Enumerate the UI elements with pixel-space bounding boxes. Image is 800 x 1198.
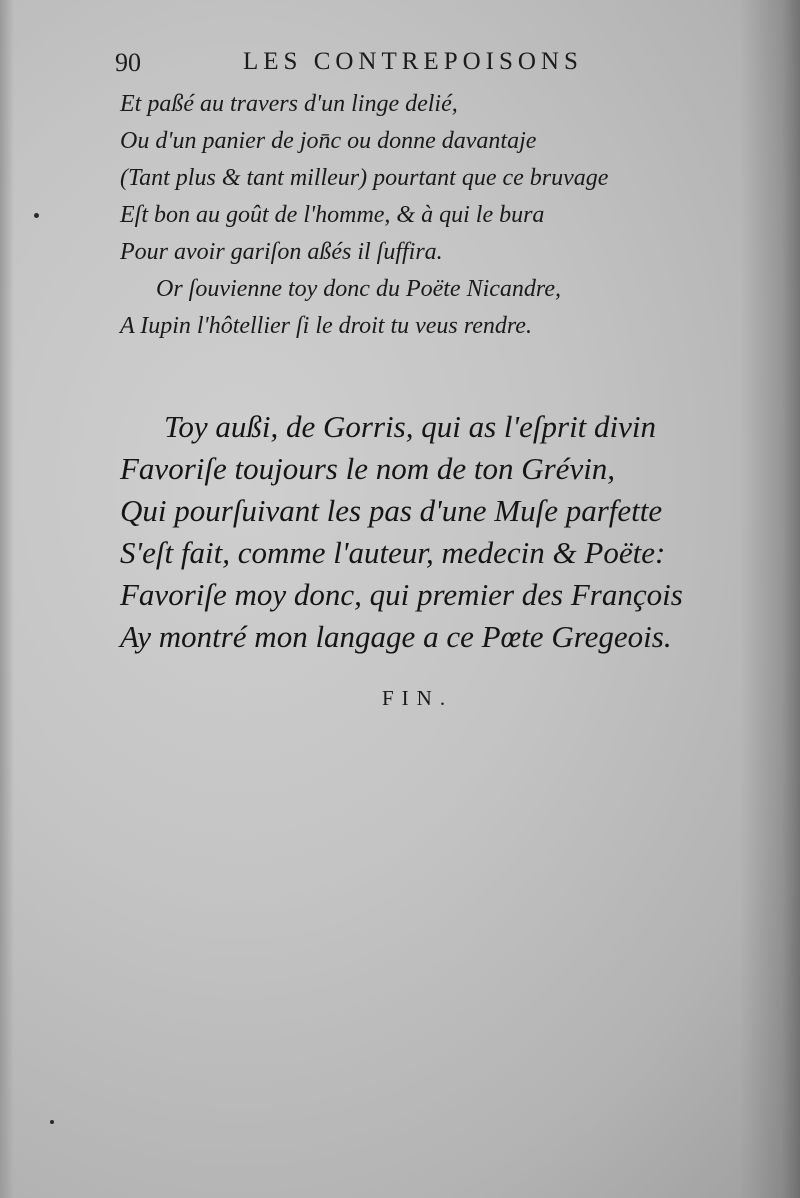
verse-line: Ay montré mon langage a ce Pœte Gregeois. [120, 619, 672, 654]
ink-speck [50, 1120, 54, 1124]
page-gutter-shadow [740, 0, 800, 1198]
verse-stanza-1 [120, 86, 640, 345]
verse-stanza-2 [120, 406, 700, 658]
page-left-edge-shadow [0, 0, 14, 1198]
verse-line: S'eſt fait, comme l'auteur, medecin & Poëte: [120, 535, 666, 570]
verse-line: Et paßé au travers d'un linge delié, [120, 91, 458, 117]
verse-line: Eſt bon au goût de l'homme, & à qui le bura [120, 202, 545, 228]
page-number: 90 [115, 48, 141, 77]
running-head: LES CONTREPOISONS [243, 48, 583, 75]
verse-line: Qui pourſuivant les pas d'une Muſe parfette [120, 493, 663, 528]
verse-line: Ou d'un panier de jon̄c ou donne davantaje [120, 128, 537, 154]
verse-line: Or ſouvienne toy donc du Poëte Nicandre, [156, 276, 561, 302]
verse-line: Toy außi, de Gorris, qui as l'eſprit divin [164, 409, 657, 444]
ink-speck [34, 213, 39, 218]
fin-label: FIN. [382, 686, 454, 710]
verse-line: Pour avoir gariſon aßés il ſuffira. [120, 239, 443, 265]
verse-line: (Tant plus & tant milleur) pourtant que ce bruvage [120, 165, 609, 191]
verse-line: Favoriſe moy donc, qui premier des François [120, 577, 683, 612]
verse-line: Favoriſe toujours le nom de ton Grévin, [120, 451, 616, 486]
page-header [115, 48, 615, 82]
verse-line: A Iupin l'hôtellier ſi le droit tu veus rendre. [120, 313, 532, 339]
